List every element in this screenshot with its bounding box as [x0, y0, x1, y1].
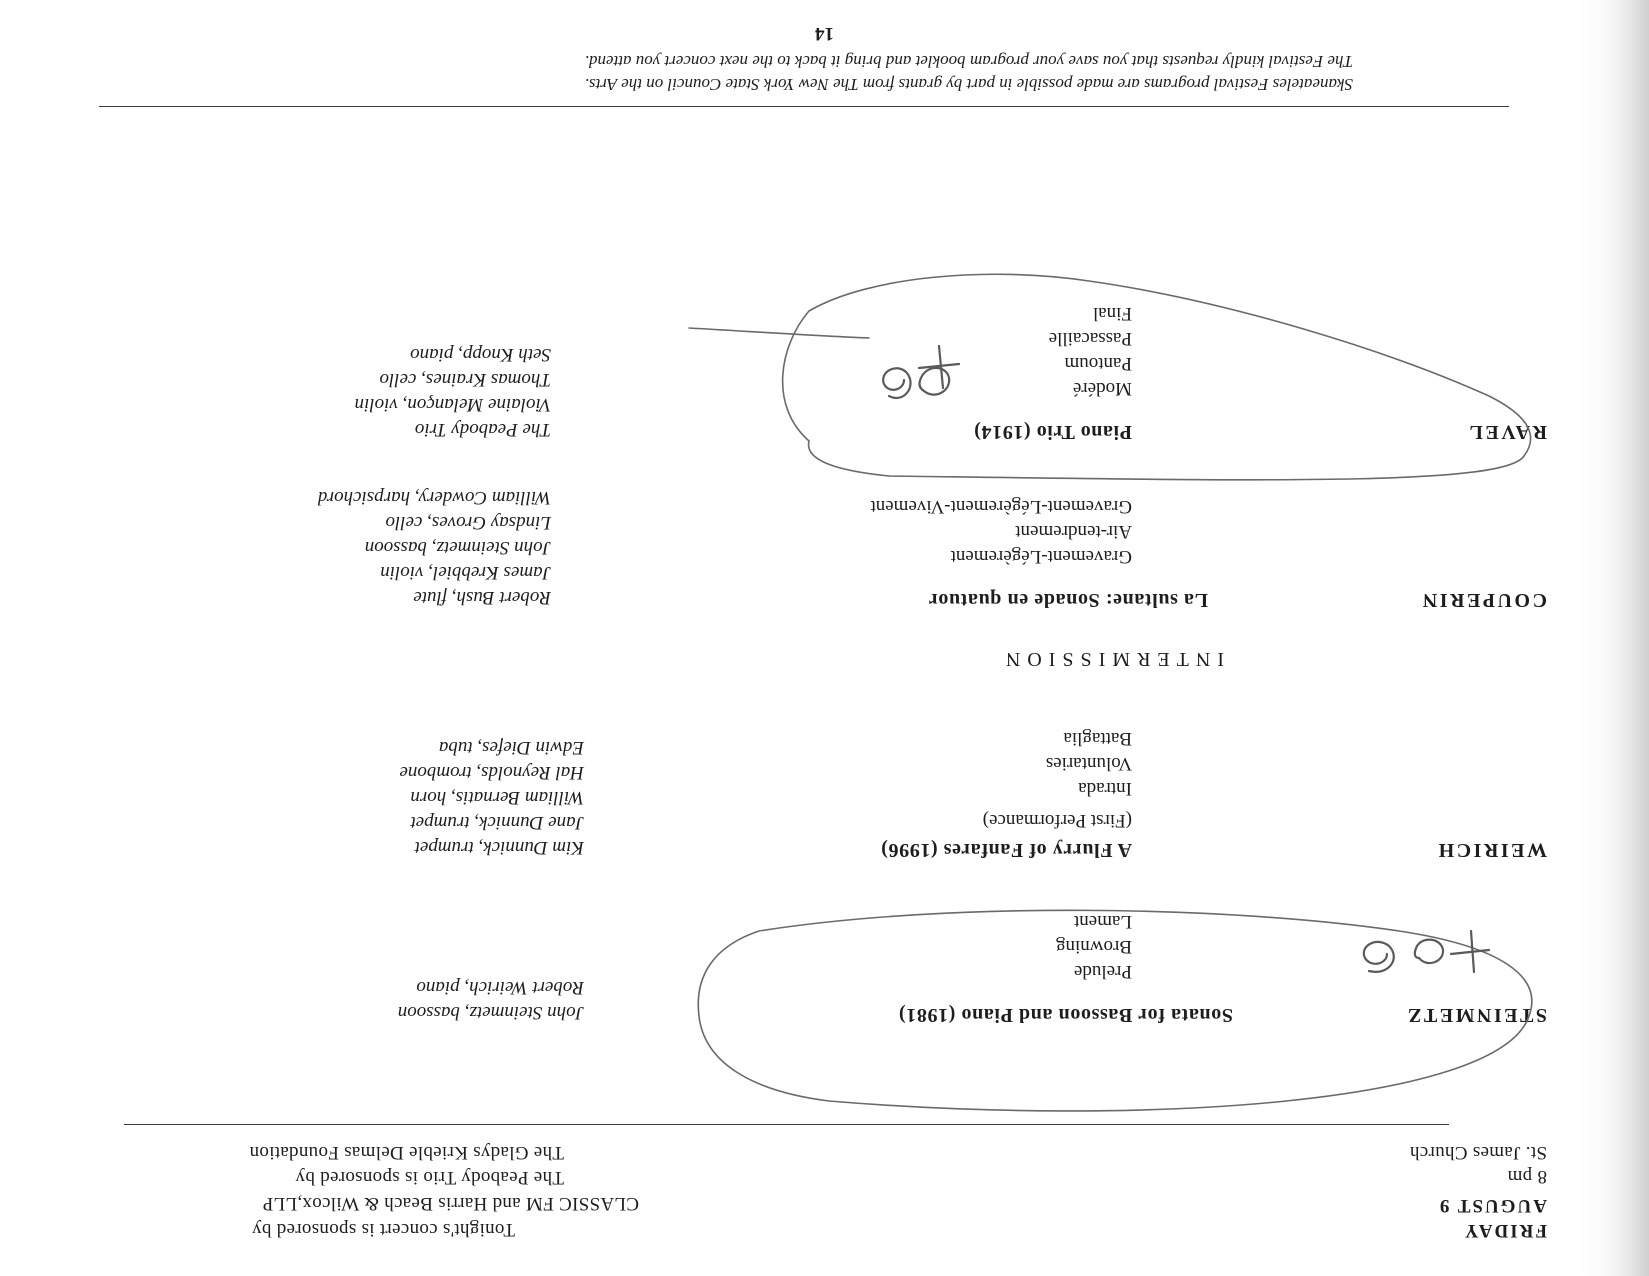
- handwritten-zero-icon: [1415, 940, 1443, 963]
- movement: Gravement-Légèrement: [950, 546, 1132, 567]
- movement: Air-tendrement: [1015, 521, 1132, 542]
- movement: Pantoum: [1064, 353, 1132, 374]
- performer: Violaine Melançon, violin: [354, 394, 551, 415]
- work-title: La sultane: Sonade en quatuor: [928, 589, 1208, 611]
- movement: Battaglia: [1063, 728, 1132, 749]
- sponsor-line: Tonight's concert is sponsored by: [251, 1219, 515, 1240]
- movement: Intrada: [1078, 778, 1132, 799]
- concert-day: FRIDAY: [1462, 1220, 1547, 1241]
- work-title: Sonata for Bassoon and Piano (1981): [898, 1004, 1233, 1026]
- movement: Browning: [1056, 936, 1132, 957]
- movement: Gravement-Légèrement-Vivement: [870, 496, 1132, 517]
- performer: Edwin Diefes, tuba: [438, 737, 584, 758]
- movement: Modéré: [1072, 378, 1132, 399]
- composer-name: STEINMETZ: [1405, 1004, 1547, 1026]
- footer-request-note: The Festival kindly requests that you save your program booklet and bring it back to the next concert you attend.: [584, 52, 1353, 71]
- performer: Lindsay Groves, cello: [385, 512, 551, 533]
- concert-date: AUGUST 9: [1437, 1195, 1547, 1216]
- composer-name: WEIRICH: [1436, 839, 1547, 861]
- concert-venue: St. James Church: [1409, 1142, 1547, 1163]
- performer: Robert Bush, flute: [413, 587, 551, 608]
- sponsor-line: CLASSIC FM and Harris Beach & Wilcox,LLP: [262, 1193, 639, 1214]
- performer: John Steinmetz, bassoon: [364, 537, 551, 558]
- performer: Seth Knopp, piano: [410, 344, 551, 365]
- handwritten-six-icon: [1364, 942, 1394, 972]
- performer: Thomas Kraines, cello: [379, 369, 551, 390]
- performer: William Bernatis, horn: [410, 787, 584, 808]
- concert-time: 8 pm: [1507, 1166, 1547, 1187]
- handwritten-plus-icon: [919, 346, 959, 388]
- sponsor-line: The Peabody Trio is sponsored by: [295, 1167, 564, 1188]
- work-title: A Flurry of Fanfares (1996): [880, 839, 1132, 861]
- composer-name: RAVEL: [1467, 421, 1547, 443]
- handwritten-six-icon: [883, 368, 910, 398]
- strike-line-icon: [689, 328, 869, 338]
- movement: Voluntaries: [1045, 753, 1132, 774]
- performer: John Steinmetz, bassoon: [397, 1002, 584, 1023]
- performer: William Cowdery, harpsichord: [317, 487, 551, 508]
- performer: The Peabody Trio: [414, 419, 551, 440]
- circle-mark-icon: [698, 910, 1532, 1111]
- performer: Jane Dunnick, trumpet: [410, 812, 584, 833]
- movement: Passacaille: [1048, 328, 1132, 349]
- performer: Robert Weirich, piano: [416, 977, 584, 998]
- movement: Lament: [1073, 911, 1132, 932]
- intermission-label: INTERMISSION: [998, 648, 1224, 670]
- footer-funding-note: Skaneateles Festival programs are made possible in part by grants from The New York State Council on the Arts.: [584, 75, 1353, 94]
- performer: Hal Reynolds, trombone: [399, 762, 584, 783]
- handwritten-zero-icon: [920, 368, 950, 395]
- performer: Kim Dunnick, trumpet: [414, 837, 584, 858]
- movement: Final: [1092, 303, 1132, 324]
- page-number: 14: [815, 23, 834, 44]
- sponsor-line: The Gladys Krieble Delmas Foundation: [249, 1142, 564, 1163]
- movement: Prelude: [1073, 961, 1132, 982]
- work-title: Piano Trio (1914): [973, 421, 1132, 443]
- composer-name: COUPERIN: [1420, 589, 1547, 611]
- performer: James Krebbiel, violin: [380, 562, 551, 583]
- circle-mark-icon: [783, 274, 1531, 480]
- handwritten-plus-icon: [1451, 931, 1489, 972]
- movement: (First Performance): [982, 810, 1132, 831]
